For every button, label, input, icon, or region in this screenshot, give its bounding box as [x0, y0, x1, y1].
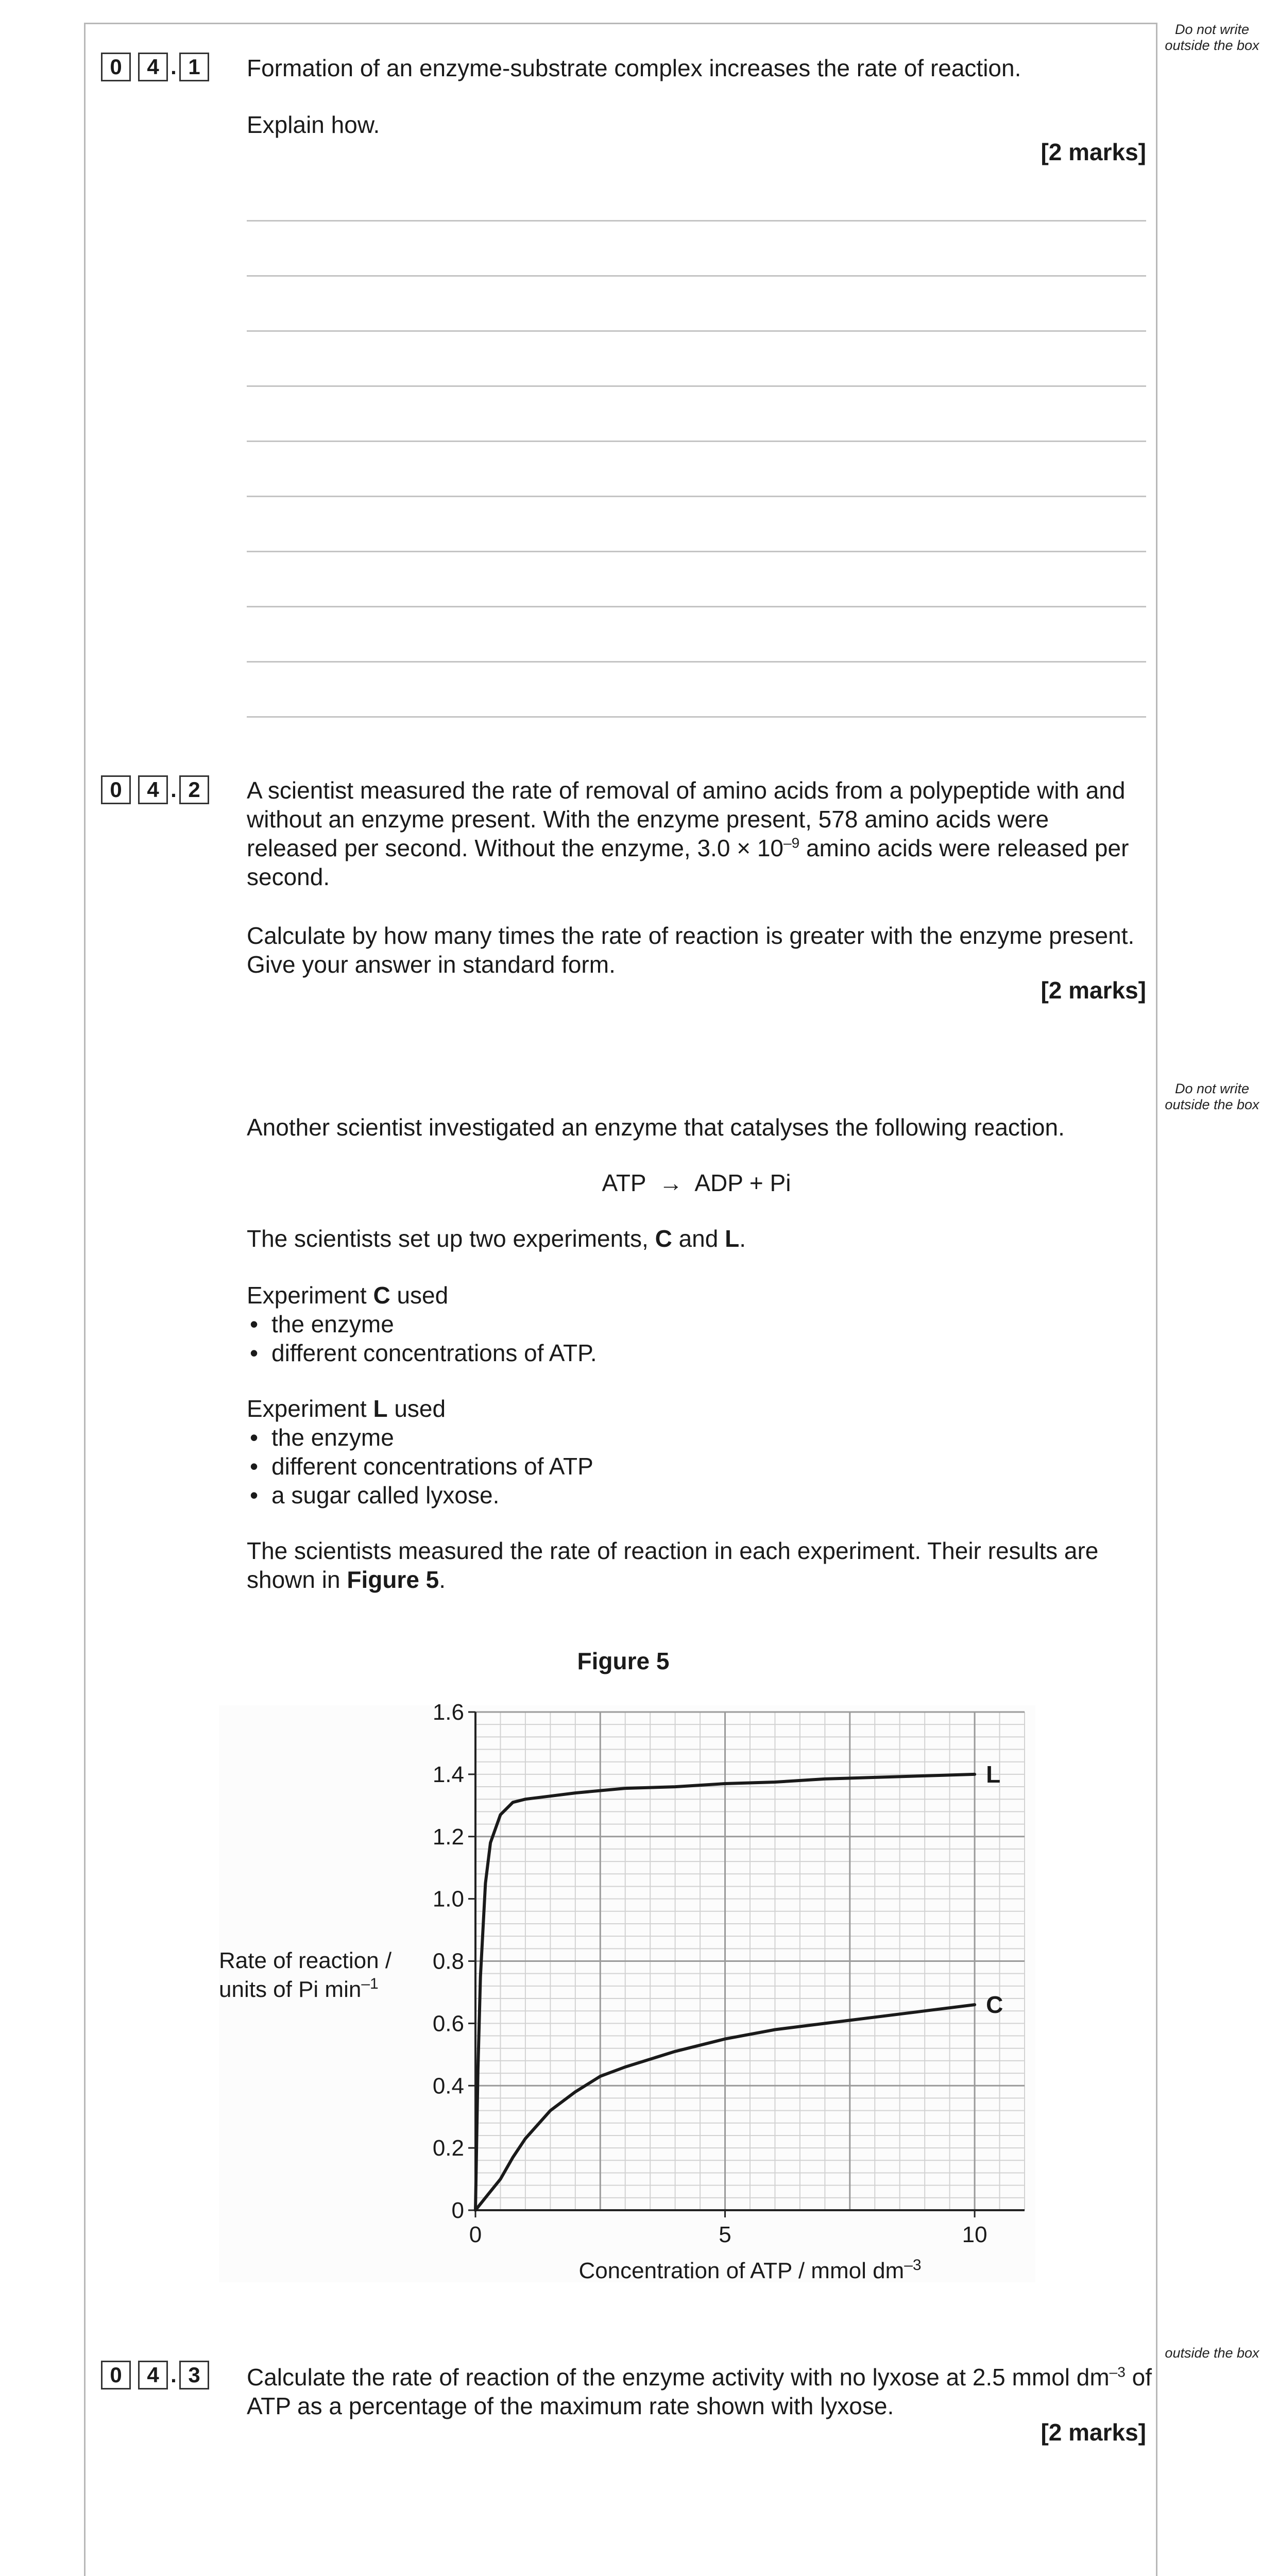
answer-line[interactable]: [247, 606, 1146, 607]
y-tick-label: 0.4: [432, 2073, 464, 2099]
x-tick-label: 10: [962, 2222, 987, 2247]
experiment-c-label: C: [373, 1282, 390, 1309]
x-axis-label: Concentration of ATP / mmol $dm^{-3}$: [578, 2257, 922, 2283]
margin-note: outside the box: [1165, 2345, 1259, 2361]
experiment-c-list: [247, 1310, 1153, 1367]
answer-line[interactable]: [247, 496, 1146, 497]
question-number-digit: 4: [138, 775, 168, 804]
experiment-l-label: L: [725, 1225, 740, 1252]
question-number-dot: .: [171, 777, 177, 802]
list-item: • different concentrations of ATP: [247, 1452, 1153, 1481]
figure-5-chart: [0, 1690, 1278, 2308]
exponent: –9: [783, 835, 800, 851]
series-label-l: L: [986, 1760, 1001, 1788]
exponent: –3: [1109, 2364, 1126, 2380]
heading-text: Experiment: [247, 1282, 373, 1309]
experiment-l-label: L: [373, 1395, 388, 1422]
results-text: .: [439, 1566, 446, 1593]
answer-line[interactable]: [247, 275, 1146, 277]
y-axis-label: Rate of reaction / units of Pi $\min^{-1}$: [219, 1948, 392, 2002]
list-item: • the enzyme: [247, 1423, 1153, 1452]
heading-text: Experiment: [247, 1395, 373, 1422]
question-instruction: Explain how.: [247, 111, 380, 138]
question-number-digit: 1: [179, 53, 209, 81]
question-number-digit: 3: [179, 2361, 209, 2389]
y-tick-label: 1.4: [432, 1761, 464, 1787]
question-text-part: of ATP as a percentage of the maximum rate shown with lyxose.: [247, 2364, 1152, 2419]
question-number-04-3: [101, 2361, 209, 2389]
x-tick-label: 0: [469, 2222, 482, 2247]
heading-text: used: [390, 1282, 449, 1309]
question-number-digit: 4: [138, 53, 168, 81]
instruction-line: Give your answer in standard form.: [247, 951, 616, 978]
list-item: • the enzyme: [247, 1310, 1153, 1338]
instruction-line: Calculate by how many times the rate of reaction is greater with the enzyme present.: [247, 922, 1135, 949]
question-number-04-2: [101, 775, 209, 804]
experiment-l-block: [247, 1394, 1153, 1510]
results-text: The scientists measured the rate of reaction in each experiment. Their results are shown in: [247, 1537, 1099, 1593]
answer-line[interactable]: [247, 716, 1146, 718]
question-text: [247, 2363, 1153, 2420]
answer-line[interactable]: [247, 220, 1146, 222]
experiment-c-label: C: [655, 1225, 672, 1252]
question-number-04-1: [101, 53, 209, 81]
y-tick-label: 0.6: [432, 2011, 464, 2037]
y-tick-label: 0: [451, 2198, 464, 2223]
experiment-l-heading: [247, 1394, 1153, 1423]
answer-line[interactable]: [247, 385, 1146, 387]
results-description: [247, 1536, 1153, 1594]
margin-note: Do not write outside the box: [1165, 22, 1259, 53]
marks-label: [2 marks]: [1041, 977, 1146, 1004]
question-number-dot: .: [171, 2363, 177, 2387]
list-item: • different concentrations of ATP.: [247, 1338, 1153, 1367]
answer-line[interactable]: [247, 661, 1146, 663]
answer-line[interactable]: [247, 440, 1146, 442]
figure-reference: Figure 5: [347, 1566, 439, 1593]
setup-text: The scientists set up two experiments,: [247, 1225, 655, 1252]
experiment-setup: [247, 1224, 1153, 1253]
question-number-digit: 0: [101, 775, 131, 804]
question-number-digit: 2: [179, 775, 209, 804]
context-intro: Another scientist investigated an enzyme that catalyses the following reaction.: [247, 1114, 1065, 1141]
reaction-equation: ATP → ADP + Pi: [602, 1170, 791, 1196]
y-tick-label: 0.8: [432, 1948, 464, 1974]
margin-note: Do not write outside the box: [1165, 1081, 1259, 1112]
question-number-digit: 0: [101, 53, 131, 81]
answer-line[interactable]: [247, 330, 1146, 332]
experiment-c-heading: [247, 1281, 1153, 1310]
question-text: [247, 776, 1143, 891]
y-tick-label: 1.2: [432, 1824, 464, 1850]
series-label-c: C: [986, 1991, 1003, 2019]
list-item: • a sugar called lyxose.: [247, 1481, 1153, 1510]
answer-line[interactable]: [247, 551, 1146, 552]
y-tick-label: 1.6: [432, 1700, 464, 1725]
marks-label: [2 marks]: [1041, 2419, 1146, 2446]
question-text-part: Calculate the rate of reaction of the enzyme activity with no lyxose at 2.5 mmol dm: [247, 2364, 1110, 2391]
y-tick-label: 0.2: [432, 2136, 464, 2161]
question-text: Formation of an enzyme-substrate complex increases the rate of reaction.: [247, 55, 1021, 81]
question-text-part: amino acids were released per second.: [247, 835, 1129, 890]
question-number-digit: 0: [101, 2361, 131, 2389]
experiment-l-list: [247, 1423, 1153, 1510]
setup-text: .: [739, 1225, 746, 1252]
question-instruction: [247, 921, 1153, 979]
question-text-part: A scientist measured the rate of removal of amino acids from a polypeptide with and without an enzyme present. With the enzyme present, 578 amino acids were released per second. Without the enzyme, 3.0 × 10: [247, 777, 1126, 861]
marks-label: [2 marks]: [1041, 139, 1146, 165]
y-tick-label: 1.0: [432, 1886, 464, 1912]
question-number-dot: .: [171, 55, 177, 79]
heading-text: used: [387, 1395, 446, 1422]
x-tick-label: 5: [719, 2222, 731, 2247]
setup-text: and: [672, 1225, 725, 1252]
experiment-c-block: [247, 1281, 1153, 1367]
figure-title: Figure 5: [577, 1648, 670, 1674]
question-number-digit: 4: [138, 2361, 168, 2389]
